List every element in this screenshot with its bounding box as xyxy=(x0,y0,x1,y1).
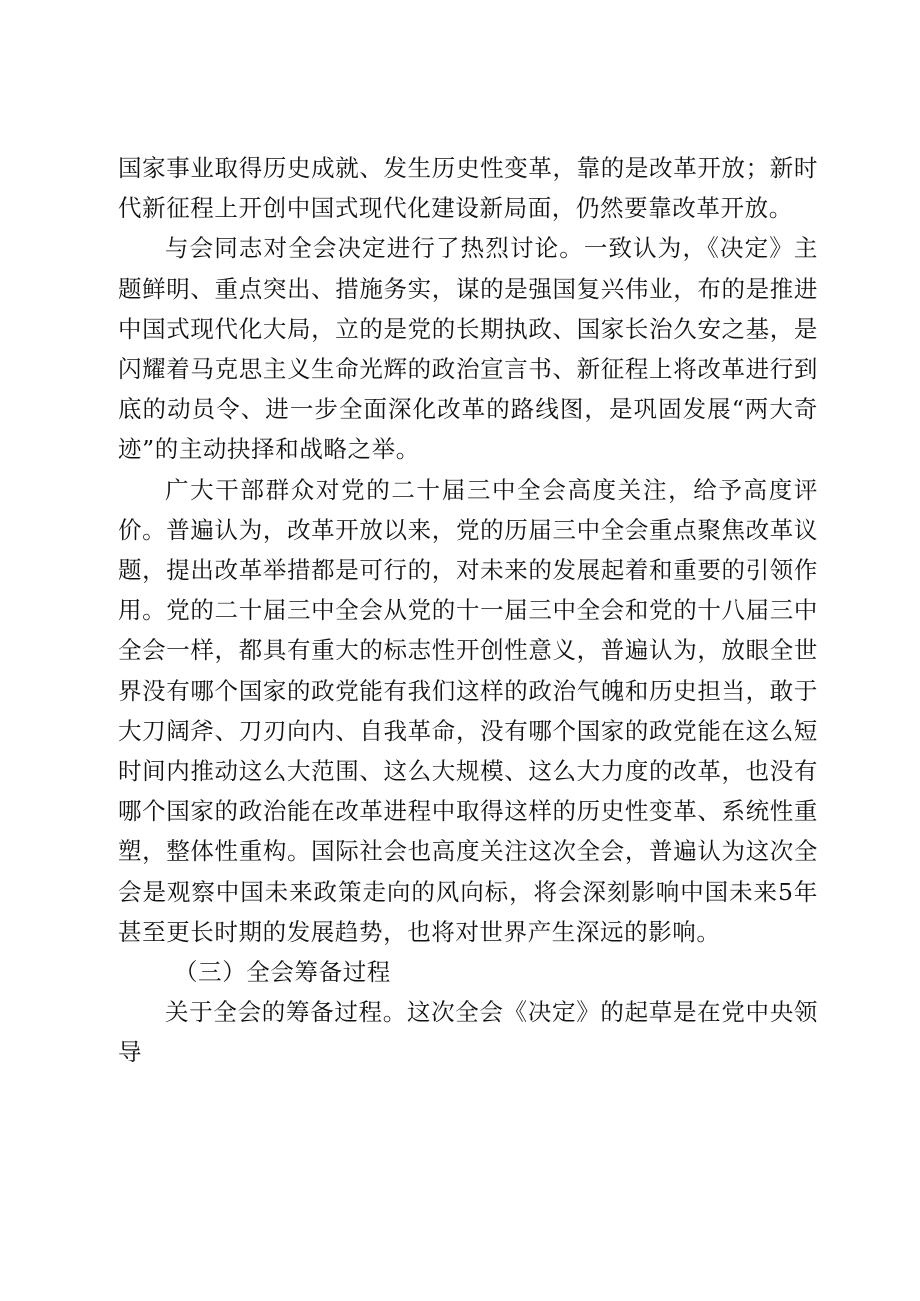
section-heading: （三）全会筹备过程 xyxy=(174,958,391,987)
paragraph-preparation: 关于全会的筹备过程。这次全会《决定》的起草是在党中央领导 xyxy=(118,998,818,1067)
document-body xyxy=(118,148,818,1073)
paragraph-continuation: 国家事业取得历史成就、发生历史性变革，靠的是改革开放；新时代新征程上开创中国式现代化建设新局面，仍然要靠改革开放。 xyxy=(118,154,818,223)
paragraph-discussion: 与会同志对全会决定进行了热烈讨论。一致认为，《决定》主题鲜明、重点突出、措施务实，谋的是强国复兴伟业，布的是推进中国式现代化大局，立的是党的长期执政、国家长治久安之基，是闪耀着马克思主义生命光辉的政治宣言书、新征程上将改革进行到底的动员令、进一步全面深化改革的路线图，是巩固发展“两大奇迹”的主动抉择和战略之举。 xyxy=(118,234,818,464)
paragraph-public-response: 广大干部群众对党的二十届三中全会高度关注，给予高度评价。普遍认为，改革开放以来，党的历届三中全会重点聚焦改革议题，提出改革举措都是可行的，对未来的发展起着和重要的引领作用。党的二十届三中全会从党的十一届三中全会和党的十八届三中全会一样，都具有重大的标志性开创性意义，普遍认为，放眼全世界没有哪个国家的政党能有我们这样的政治气魄和历史担当，敢于大刀阔斧、刀刃向内、自我革命，没有哪个国家的政党能在这么短时间内推动这么大范围、这么大规模、这么大力度的改革，也没有哪个国家的政治能在改革进程中取得这样的历史性变革、系统性重塑，整体性重构。国际社会也高度关注这次全会，普遍认为这次全会是观察中国未来政策走向的风向标，将会深刻影响中国未来5年甚至更长时期的发展趋势，也将对世界产生深远的影响。 xyxy=(118,475,818,946)
